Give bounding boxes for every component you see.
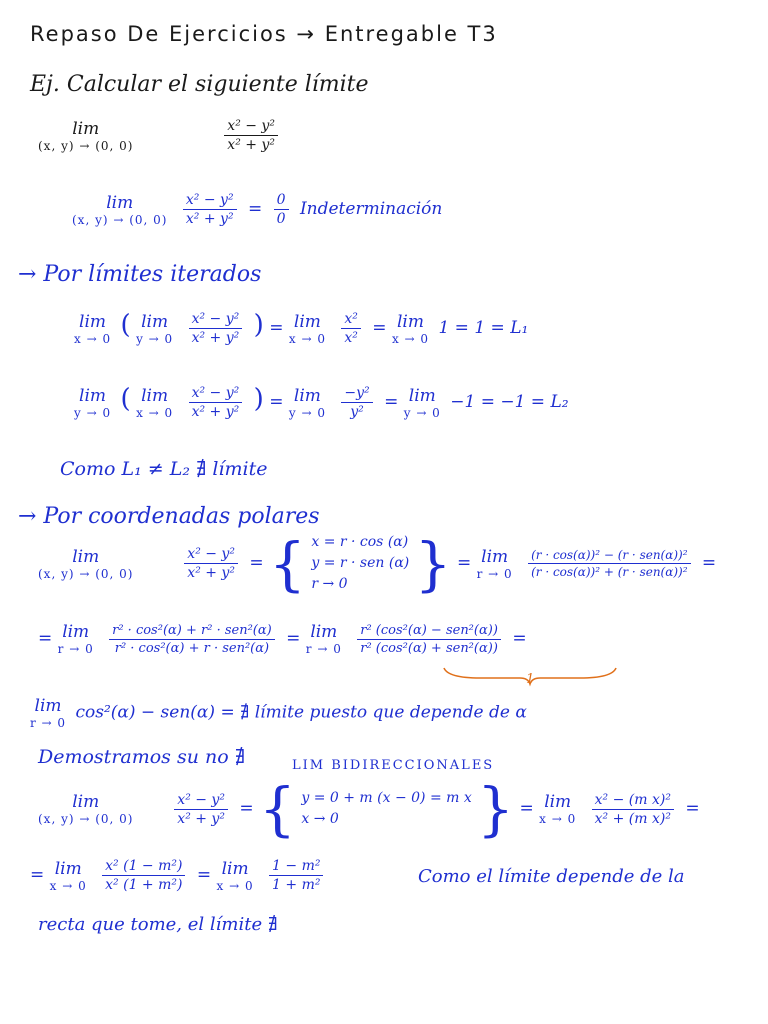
fraction: $\frac{\text{x² − y²}}{\text{x² + y²}}$ bbox=[224, 118, 278, 153]
polar-simplification: = lim r → 0 $\frac{\text{r² · cos²(α) + r² · sen²(α)}}{\text{r² · cos²(α) + r · sen²(α)}}$ = lim r → 0 $\frac{\text{r² (cos²(α) − sen²(α))}}{\text{r² (cos²(α) + sen²(α))}}$ = bbox=[38, 622, 527, 656]
left-brace: { bbox=[259, 775, 296, 843]
iterated-value-2: −1 = −1 = L₂ bbox=[450, 392, 569, 412]
direct-substitution: lim (x, y) → (0, 0) $\frac{\text{x² − y²}}{\text{x² + y²}}$ = $\frac{0}{0}$ Indeterminación bbox=[72, 192, 443, 227]
fraction: $\frac{\text{x² − y²}}{\text{x² + y²}}$ bbox=[183, 192, 237, 227]
bidirectional-note-1: Como el límite depende de la bbox=[418, 866, 685, 887]
line-system: y = 0 + m (x − 0) = m x x → 0 bbox=[301, 790, 472, 827]
bidirectional-label: LIM BIDIRECCIONALES bbox=[292, 758, 495, 773]
iterated-conclusion: Como L₁ ≠ L₂ ∄ límite bbox=[60, 458, 268, 480]
exercise-label: Ej. Calcular el siguiente límite bbox=[30, 72, 369, 97]
result-fraction: $\frac{0}{0}$ bbox=[274, 192, 289, 227]
iterated-value-1: 1 = 1 = L₁ bbox=[438, 318, 529, 338]
iterated-row-1: lim x → 0 ( lim y → 0 $\frac{\text{x² − y²}}{\text{x² + y²}}$ ) = lim x → 0 $\frac{\text{x²}}{\text{x²}}$ = lim x → 0 1 = 1 = L₁ bbox=[74, 310, 529, 346]
bidirectional-substitution: lim (x, y) → (0, 0) $\frac{\text{x² − y²}}{\text{x² + y²}}$ = { y = 0 + m (x − 0) = m x x → 0 } = lim x → 0 $\frac{\text{x² − (m x)²}}{\text{x² + (m x)²}}$ = bbox=[38, 775, 700, 843]
limit-operator: lim (x, y) → (0, 0) bbox=[72, 192, 168, 227]
right-brace: } bbox=[414, 529, 452, 598]
left-brace: { bbox=[269, 529, 306, 598]
right-brace: } bbox=[477, 775, 515, 843]
indeterminate-note: Indeterminación bbox=[299, 199, 443, 219]
iterated-row-2: lim y → 0 ( lim x → 0 $\frac{\text{x² − y²}}{\text{x² + y²}}$ ) = lim y → 0 $\frac{\text{−y²}}{\text{y²}}$ = lim y → 0 −1 = −1 = L₂ bbox=[74, 384, 569, 420]
polar-result: lim r → 0 cos²(α) − sen(α) = ∄ límite puesto que depende de α bbox=[30, 696, 527, 730]
polar-heading: → Por coordenadas polares bbox=[18, 504, 320, 529]
bidirectional-intro: Demostramos su no ∄ bbox=[38, 746, 246, 768]
polar-conclusion: = ∄ límite puesto que depende de α bbox=[220, 702, 527, 723]
page-title: Repaso De Ejercicios → Entregable T3 bbox=[30, 22, 498, 46]
polar-system: x = r · cos (α) y = r · sen (α) r → 0 bbox=[311, 534, 410, 592]
bidirectional-simplification: = lim x → 0 $\frac{\text{x² (1 − m²)}}{\text{x² (1 + m²)}}$ = lim x → 0 $\frac{\text{1 − m²}}{\text{1 + m²}}$ bbox=[30, 858, 329, 893]
iterated-heading: → Por límites iterados bbox=[18, 262, 262, 287]
limit-operator: lim (x, y) → (0, 0) bbox=[38, 118, 134, 153]
bidirectional-note-2: recta que tome, el límite ∄ bbox=[38, 914, 278, 935]
polar-substitution: lim (x, y) → (0, 0) $\frac{\text{x² − y²}}{\text{x² + y²}}$ = { x = r · cos (α) y = r · sen (α) r → 0 } = lim r → 0 $\frac{\text{(r · cos(α))² − (r · sen(α))²}}{\text{(r · cos(α))² + (r · sen(α))²}}$ = bbox=[38, 529, 717, 598]
orange-annotation: 1 bbox=[526, 672, 535, 687]
problem-limit bbox=[38, 118, 284, 153]
